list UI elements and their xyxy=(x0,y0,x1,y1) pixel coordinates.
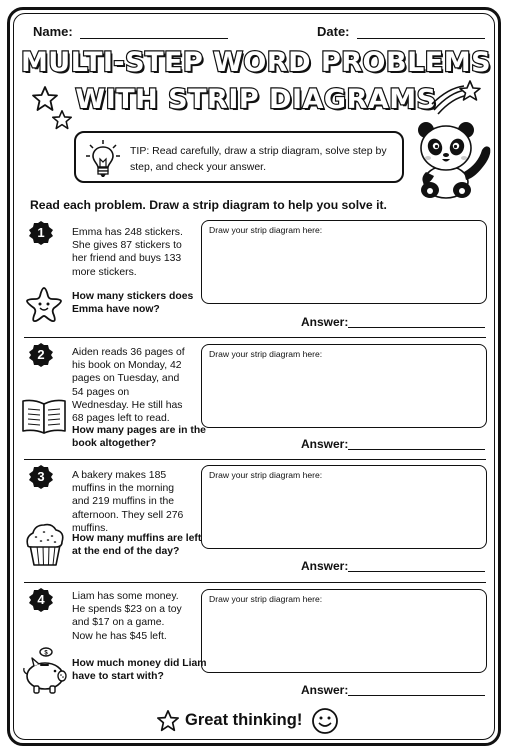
diagram-label: Draw your strip diagram here: xyxy=(209,470,323,480)
diagram-label: Draw your strip diagram here: xyxy=(209,349,323,359)
shooting-star-icon xyxy=(430,80,482,116)
lightbulb-icon xyxy=(84,139,122,179)
problem-question: How many stickers does Emma have now? xyxy=(72,291,194,316)
piggy-bank-icon xyxy=(20,646,70,696)
star-icon xyxy=(157,710,179,732)
strip-diagram-box[interactable] xyxy=(201,344,487,428)
open-book-icon xyxy=(20,398,68,436)
answer-line[interactable] xyxy=(348,449,485,450)
footer-message: Great thinking! xyxy=(185,711,303,729)
answer-label: Answer: xyxy=(301,683,349,697)
answer-line[interactable] xyxy=(348,327,485,328)
name-field[interactable] xyxy=(33,24,228,39)
problem-question: How much money did Liam have to start with? xyxy=(72,658,207,683)
strip-diagram-box[interactable] xyxy=(201,220,487,304)
problem-question: How many muffins are left at the end of the day? xyxy=(72,533,202,558)
svg-text:$: $ xyxy=(44,650,48,657)
muffin-icon xyxy=(24,519,66,567)
problem-number: 2 xyxy=(37,347,45,362)
problem-text: Aiden reads 36 pages of his book on Monday, 42 pages on Tuesday, and 54 pages on Wednesday. He still has 68 pages left to read. xyxy=(72,347,185,425)
problem-text: Emma has 248 stickers. She gives 87 stickers to her friend and buys 133 more stickers. xyxy=(72,227,183,278)
tip-text: TIP: Read carefully, draw a strip diagram, solve step by step, and check your answer. xyxy=(130,145,387,173)
strip-diagram-box[interactable] xyxy=(201,465,487,549)
problem-text: A bakery makes 185 muffins in the morning and 219 muffins in the afternoon. They sell 276 muffins. xyxy=(72,470,184,534)
diagram-label: Draw your strip diagram here: xyxy=(209,225,323,235)
diagram-label: Draw your strip diagram here: xyxy=(209,594,323,604)
divider xyxy=(24,337,486,338)
name-label: Name: xyxy=(33,24,73,39)
title-line-2: WITH STRIP DIAGRAMS xyxy=(75,84,437,115)
answer-label: Answer: xyxy=(301,437,349,451)
problem-text: Liam has some money. He spends $23 on a toy and $17 on a game. Now he has $45 left. xyxy=(72,591,182,642)
answer-line[interactable] xyxy=(348,571,485,572)
date-label: Date: xyxy=(317,24,350,39)
problem-number: 4 xyxy=(37,592,45,607)
star-icon xyxy=(32,86,58,112)
date-line[interactable] xyxy=(357,26,485,39)
answer-label: Answer: xyxy=(301,315,349,329)
tip-box xyxy=(74,131,404,183)
panda-icon xyxy=(412,120,496,200)
strip-diagram-box[interactable] xyxy=(201,589,487,673)
small-star-icon xyxy=(52,110,72,130)
name-line[interactable] xyxy=(80,26,228,39)
problem-number: 3 xyxy=(37,469,45,484)
star-face-icon xyxy=(25,286,63,322)
problem-question: How many pages are in the book altogether? xyxy=(72,425,206,450)
smiley-face-icon xyxy=(311,707,339,735)
divider xyxy=(24,582,486,583)
date-field[interactable] xyxy=(317,24,485,39)
answer-label: Answer: xyxy=(301,559,349,573)
problem-number: 1 xyxy=(37,225,45,240)
divider xyxy=(24,459,486,460)
instructions: Read each problem. Draw a strip diagram to help you solve it. xyxy=(30,198,387,212)
answer-line[interactable] xyxy=(348,695,485,696)
title-line-1: MULTI-STEP WORD PROBLEMS xyxy=(20,47,492,78)
